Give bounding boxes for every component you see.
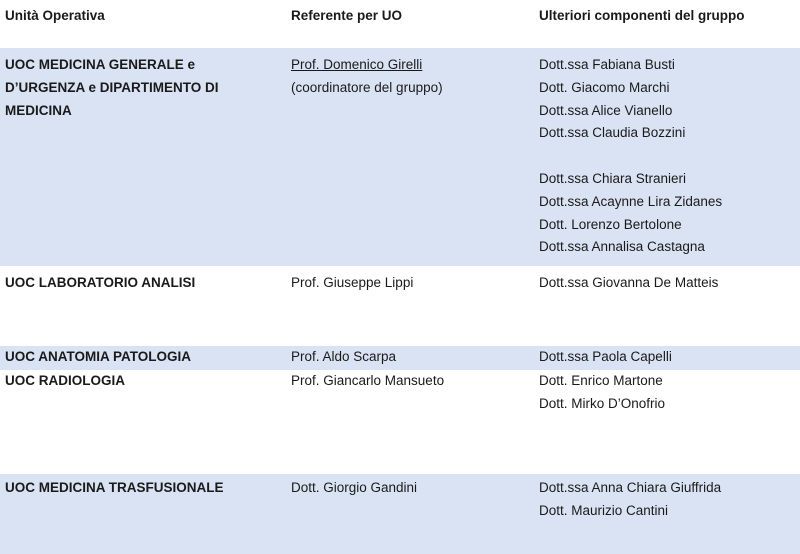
member-list [539,370,800,416]
member-name: Dott.ssa Giovanna De Matteis [539,275,719,290]
table-row [0,266,800,346]
unit-name: UOC ANATOMIA PATOLOGIA [5,349,191,364]
member-name: Dott.ssa Alice Vianello [539,102,673,118]
member-name: Dott.ssa Fabiana Busti [539,57,675,72]
table-header-row [0,0,800,48]
member-name: Dott.ssa Claudia Bozzini [539,125,686,141]
header-referent: Referente per UO [291,8,403,23]
referent-link: Prof. Domenico Girelli [291,57,423,72]
referent-name: Prof. Giancarlo Mansueto [291,373,445,388]
header-members: Ulteriori componenti del gruppo [539,8,745,23]
member-list [539,346,800,369]
unit-name: UOC MEDICINA TRASFUSIONALE [5,480,224,495]
member-list [539,54,800,259]
unit-name: UOC RADIOLOGIA [5,373,125,388]
referent-name: Prof. Aldo Scarpa [291,349,397,364]
member-name: Dott.ssa Anna Chiara Giuffrida [539,480,722,495]
member-name: Dott. Maurizio Cantini [539,502,669,518]
table-row [0,346,800,370]
referent-name: Prof. Domenico Girelli (coordinatore del gruppo) [291,54,531,100]
member-name: Dott.ssa Acaynne Lira Zidanes [539,193,723,209]
table-row [0,474,800,554]
referent-name: Dott. Giorgio Gandini [291,480,418,495]
header-unit: Unità Operativa [5,8,105,23]
member-name: Dott.ssa Paola Capelli [539,349,672,364]
referent-name: Prof. Giuseppe Lippi [291,275,414,290]
table-row [0,370,800,474]
unit-name: UOC LABORATORIO ANALISI [5,275,196,290]
member-name: Dott. Lorenzo Bertolone [539,216,682,232]
member-name: Dott.ssa Chiara Stranieri [539,170,687,186]
member-list [539,272,800,295]
member-name: Dott. Enrico Martone [539,373,663,388]
member-list [539,477,800,523]
table-row [0,48,800,266]
member-name: Dott. Mirko D’Onofrio [539,395,666,411]
member-name: Dott. Giacomo Marchi [539,79,670,95]
unit-name: UOC MEDICINA GENERALE e D’URGENZA e DIPARTIMENTO DI MEDICINA [5,57,219,118]
member-name: Dott.ssa Annalisa Castagna [539,239,705,255]
